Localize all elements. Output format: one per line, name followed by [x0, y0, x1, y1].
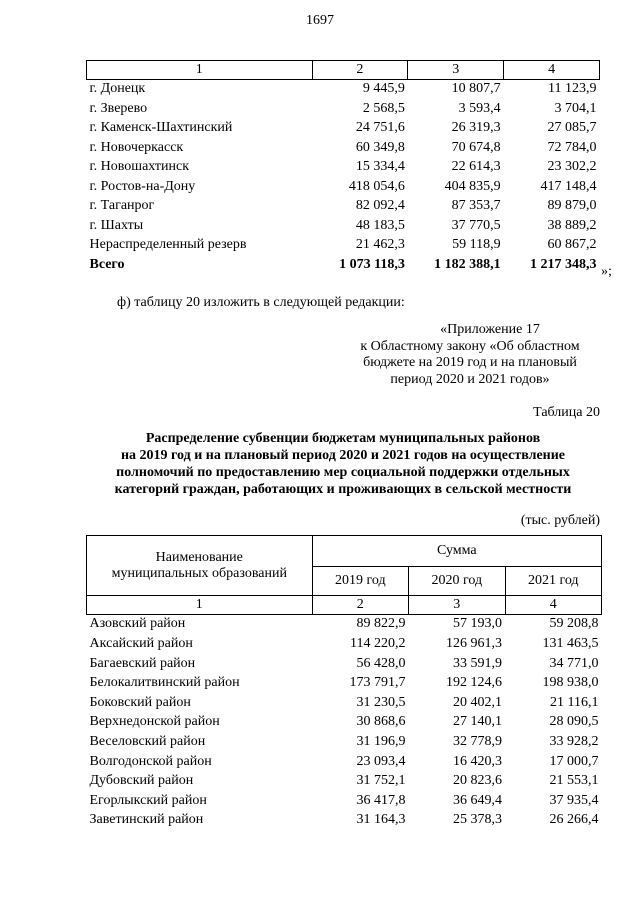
table-row [87, 119, 600, 139]
table-body [87, 80, 600, 276]
table-row [87, 139, 600, 159]
value-2021: 3 704,1 [554, 100, 597, 116]
value-2021: 417 148,4 [540, 178, 597, 194]
value-2020: 70 674,8 [451, 139, 501, 155]
page-number: 1697 [306, 13, 334, 28]
heading-line: полномочий по предоставлению мер социальной поддержки отдельных [116, 465, 570, 480]
table-row [87, 158, 600, 178]
municipality-name: г. Каменск-Шахтинский [89, 120, 233, 136]
value-2021: 60 867,2 [547, 237, 597, 253]
table-row [87, 674, 602, 694]
value-2020: 36 649,4 [453, 792, 502, 808]
value-2019: 31 164,3 [356, 812, 406, 828]
value-2019: 30 868,6 [356, 714, 406, 730]
value-2021: 28 090,5 [549, 714, 599, 730]
column-number: 2 [312, 596, 408, 615]
value-2021: 198 938,0 [542, 675, 599, 691]
value-2020: 10 807,7 [451, 81, 501, 97]
column-number: 1 [87, 61, 313, 80]
table-row [87, 197, 600, 217]
value-2020: 87 353,7 [451, 198, 501, 214]
municipality-name: г. Шахты [89, 217, 144, 233]
value-2019: 15 334,4 [355, 159, 405, 175]
table-row [87, 615, 602, 635]
table-row [87, 791, 602, 811]
municipality-name: Нераспределенный резерв [89, 237, 247, 253]
units-label: (тыс. рублей) [520, 513, 600, 528]
value-2019: 23 093,4 [356, 753, 406, 769]
municipality-name: Багаевский район [89, 655, 196, 671]
value-2019: 9 445,9 [362, 81, 405, 97]
table-body [87, 615, 602, 831]
city-subvention-table-continued [86, 60, 600, 275]
value-2019: 48 183,5 [355, 217, 405, 233]
value-2019: 31 230,5 [356, 694, 406, 710]
table-row [87, 811, 602, 831]
table-column-numbers [87, 61, 600, 80]
year-column-header: 2020 год [409, 567, 505, 596]
value-2020: 27 140,1 [453, 714, 502, 730]
total-row [87, 256, 600, 276]
municipality-name: Волгодонской район [89, 753, 212, 769]
value-2020: 22 614,3 [451, 159, 501, 175]
table-heading [84, 430, 602, 498]
appendix-reference [340, 322, 600, 388]
total-2020: 1 182 388,1 [434, 256, 501, 272]
value-2020: 26 319,3 [451, 120, 501, 136]
appendix-line: бюджете на 2019 год и на плановый [363, 355, 577, 370]
table-row [87, 80, 600, 100]
value-2020: 3 593,4 [458, 100, 501, 116]
value-2020: 20 402,1 [453, 694, 502, 710]
value-2020: 16 420,3 [453, 753, 502, 769]
sum-column-header: Сумма [312, 536, 601, 567]
heading-line: на 2019 год и на плановый период 2020 и 2021 годов на осуществление [120, 448, 566, 463]
value-2021: 11 123,9 [548, 81, 597, 97]
municipality-name: Белокалитвинский район [89, 675, 240, 691]
table-column-numbers [87, 596, 602, 615]
column-number: 4 [504, 61, 600, 80]
column-number: 4 [505, 596, 602, 615]
municipality-name: г. Новошахтинск [89, 159, 190, 175]
table-row [87, 654, 602, 674]
value-2021: 131 463,5 [542, 635, 599, 651]
municipality-name: г. Новочеркасск [89, 139, 184, 155]
value-2021: 21 553,1 [549, 773, 599, 789]
district-subvention-table [86, 535, 602, 831]
table-row [87, 772, 602, 792]
header-line: муниципальных образований [111, 565, 287, 581]
value-2020: 37 770,5 [451, 217, 501, 233]
municipality-name: г. Ростов-на-Дону [89, 178, 196, 194]
value-2019: 2 568,5 [362, 100, 405, 116]
value-2020: 20 823,6 [453, 773, 502, 789]
table-row [87, 100, 600, 120]
year-column-header: 2019 год [312, 567, 408, 596]
appendix-line: к Областному закону «Об областном [360, 338, 580, 354]
value-2019: 60 349,8 [355, 139, 405, 155]
value-2021: 72 784,0 [547, 139, 597, 155]
table-row [87, 236, 600, 256]
value-2021: 59 208,8 [549, 616, 599, 632]
value-2020: 33 591,9 [453, 655, 502, 671]
table-row [87, 635, 602, 655]
name-column-header [87, 536, 313, 596]
value-2019: 31 196,9 [356, 733, 406, 749]
heading-line: Распределение субвенции бюджетам муниципальных районов [145, 431, 541, 446]
value-2019: 82 092,4 [355, 198, 405, 214]
municipality-name: Дубовский район [89, 773, 194, 789]
value-2020: 126 961,3 [446, 635, 502, 651]
amendment-instruction: ф) таблицу 20 изложить в следующей редакции: [117, 295, 405, 310]
value-2019: 21 462,3 [355, 237, 405, 253]
column-number: 3 [408, 61, 504, 80]
total-2019: 1 073 118,3 [339, 256, 405, 272]
municipality-name: Аксайский район [89, 635, 193, 651]
table-row [87, 217, 600, 237]
municipality-name: Егорлыкский район [89, 792, 207, 808]
value-2021: 21 116,1 [550, 694, 599, 710]
municipality-name: г. Донецк [89, 81, 146, 97]
year-column-header: 2021 год [505, 567, 602, 596]
table-row [87, 713, 602, 733]
value-2021: 23 302,2 [547, 159, 597, 175]
closing-quote-mark: »; [601, 264, 612, 279]
value-2019: 114 220,2 [350, 635, 406, 651]
municipality-name: Верхнедонской район [89, 714, 220, 730]
value-2019: 36 417,8 [356, 792, 406, 808]
heading-line: категорий граждан, работающих и проживающих в сельской местности [114, 482, 572, 497]
value-2021: 38 889,2 [547, 217, 597, 233]
municipality-name: Боковский район [89, 694, 191, 710]
table-row [87, 693, 602, 713]
value-2021: 33 928,2 [549, 733, 599, 749]
value-2019: 173 791,7 [349, 675, 406, 691]
municipality-name: Заветинский район [89, 812, 204, 828]
value-2020: 25 378,3 [453, 812, 502, 828]
value-2019: 418 054,6 [348, 178, 405, 194]
total-label: Всего [89, 256, 125, 272]
value-2021: 17 000,7 [549, 753, 599, 769]
value-2021: 26 266,4 [549, 812, 599, 828]
appendix-line: период 2020 и 2021 годов» [390, 371, 550, 387]
appendix-title: «Приложение 17 [440, 322, 540, 337]
value-2021: 37 935,4 [549, 792, 599, 808]
value-2019: 24 751,6 [355, 120, 405, 136]
value-2020: 32 778,9 [453, 733, 502, 749]
column-number: 1 [87, 596, 313, 615]
municipality-name: г. Зверево [89, 100, 148, 116]
value-2019: 56 428,0 [356, 655, 406, 671]
total-2021: 1 217 348,3 [530, 256, 597, 272]
municipality-name: Азовский район [89, 616, 186, 632]
column-number: 3 [409, 596, 505, 615]
municipality-name: г. Таганрог [89, 198, 155, 214]
table-row [87, 752, 602, 772]
table-label: Таблица 20 [533, 405, 600, 420]
column-number: 2 [312, 61, 408, 80]
value-2019: 31 752,1 [356, 773, 406, 789]
value-2020: 404 835,9 [444, 178, 501, 194]
table-row [87, 733, 602, 753]
value-2021: 89 879,0 [547, 198, 597, 214]
value-2021: 27 085,7 [547, 120, 597, 136]
value-2019: 89 822,9 [356, 616, 406, 632]
value-2020: 57 193,0 [453, 616, 502, 632]
value-2020: 192 124,6 [446, 675, 502, 691]
value-2021: 34 771,0 [549, 655, 599, 671]
municipality-name: Веселовский район [89, 733, 206, 749]
value-2020: 59 118,9 [452, 237, 501, 253]
header-line: Наименование [155, 549, 243, 565]
table-row [87, 178, 600, 198]
